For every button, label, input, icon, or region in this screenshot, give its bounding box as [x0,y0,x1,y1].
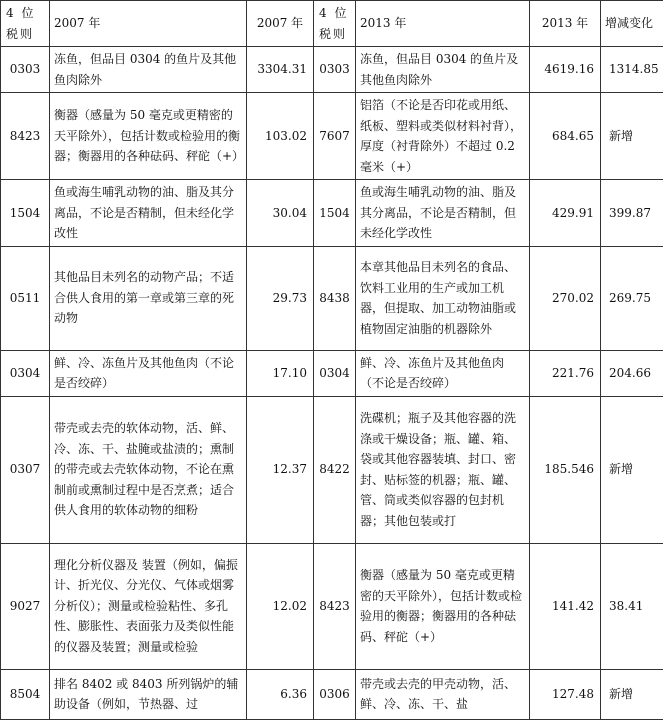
code-2013-cell: 0304 [314,350,356,396]
code-2013-cell: 7607 [314,93,356,180]
code-2007-cell: 0303 [1,47,50,93]
value-2013-cell: 141.42 [530,543,601,669]
code-2013-cell: 0306 [314,669,356,719]
code-2013-cell: 8423 [314,543,356,669]
name-2007-cell: 排名 8402 或 8403 所列锅炉的辅助设备（例如，节热器、过 [50,669,247,719]
name-2013-cell: 铝箔（不论是否印花或用纸、纸板、塑料或类似材料衬背），厚度（衬背除外）不超过 0.2 毫米（+） [356,93,530,180]
name-2013-cell: 本章其他品目未列名的食品、饮料工业用的生产或加工机器，但提取、加工动物油脂或植物固定油脂的机器除外 [356,246,530,350]
value-2007-cell: 17.10 [247,350,314,396]
header-code-2013: 4 位税则 [314,1,356,47]
code-2013-cell: 8422 [314,396,356,543]
change-cell: 新增 [601,669,663,719]
header-row [1,1,663,47]
value-2013-cell: 4619.16 [530,47,601,93]
name-2013-cell: 洗碟机；瓶子及其他容器的洗涤或干燥设备；瓶、罐、箱、袋或其他容器装填、封口、密封、贴标签的机器；瓶、罐、管、筒或类似容器的包封机器；其他包装或打 [356,396,530,543]
change-cell: 269.75 [601,246,663,350]
code-2007-cell: 9027 [1,543,50,669]
code-2007-cell: 0307 [1,396,50,543]
value-2007-cell: 30.04 [247,180,314,247]
header-change: 增减变化 [601,1,663,47]
name-2013-cell: 衡器（感量为 50 毫克或更精密的天平除外），包括计数或检验用的衡器；衡器用的各种砝码、秤砣（+） [356,543,530,669]
name-2007-cell: 鲜、冷、冻鱼片及其他鱼肉（不论是否绞碎） [50,350,247,396]
table-row [1,669,663,719]
change-cell: 1314.85 [601,47,663,93]
header-code-2007: 4 位税则 [1,1,50,47]
table-row [1,180,663,247]
change-cell: 新增 [601,396,663,543]
value-2007-cell: 29.73 [247,246,314,350]
code-2007-cell: 0304 [1,350,50,396]
value-2013-cell: 684.65 [530,93,601,180]
code-2007-cell: 1504 [1,180,50,247]
header-value-2007: 2007 年 [247,1,314,47]
code-2007-cell: 0511 [1,246,50,350]
value-2013-cell: 221.76 [530,350,601,396]
value-2007-cell: 6.36 [247,669,314,719]
table-row [1,246,663,350]
name-2007-cell: 衡器（感量为 50 毫克或更精密的天平除外），包括计数或检验用的衡器；衡器用的各种砝码、秤砣（+） [50,93,247,180]
change-cell: 38.41 [601,543,663,669]
code-2013-cell: 0303 [314,47,356,93]
header-name-2007: 2007 年 [50,1,247,47]
value-2013-cell: 185.546 [530,396,601,543]
table-row [1,93,663,180]
table-row [1,47,663,93]
change-cell: 204.66 [601,350,663,396]
table-row [1,543,663,669]
code-2013-cell: 8438 [314,246,356,350]
name-2007-cell: 理化分析仪器及 装置（例如，偏振计、折光仪、分光仪、气体或烟雾分析仪）；测量或检验粘性、多孔性、膨胀性、表面张力及类似性能的仪器及装置；测量或检验 [50,543,247,669]
name-2013-cell: 带壳或去壳的甲壳动物，活、鲜、冷、冻、干、盐 [356,669,530,719]
code-2013-cell: 1504 [314,180,356,247]
value-2013-cell: 127.48 [530,669,601,719]
name-2013-cell: 冻鱼，但品目 0304 的鱼片及其他鱼肉除外 [356,47,530,93]
name-2007-cell: 其他品目未列名的动物产品；不适合供人食用的第一章或第三章的死动物 [50,246,247,350]
value-2007-cell: 12.37 [247,396,314,543]
code-2007-cell: 8423 [1,93,50,180]
name-2007-cell: 带壳或去壳的软体动物，活、鲜、冷、冻、干、盐腌或盐渍的；熏制的带壳或去壳软体动物，不论在熏制前或熏制过程中是否烹煮；适合供人食用的软体动物的细粉 [50,396,247,543]
change-cell: 399.87 [601,180,663,247]
value-2007-cell: 103.02 [247,93,314,180]
name-2013-cell: 鲜、冷、冻鱼片及其他鱼肉（不论是否绞碎） [356,350,530,396]
value-2007-cell: 3304.31 [247,47,314,93]
change-cell: 新增 [601,93,663,180]
table-row [1,396,663,543]
table-row [1,350,663,396]
header-value-2013: 2013 年 [530,1,601,47]
value-2013-cell: 270.02 [530,246,601,350]
value-2007-cell: 12.02 [247,543,314,669]
name-2007-cell: 冻鱼，但品目 0304 的鱼片及其他鱼肉除外 [50,47,247,93]
header-name-2013: 2013 年 [356,1,530,47]
value-2013-cell: 429.91 [530,180,601,247]
name-2013-cell: 鱼或海生哺乳动物的油、脂及其分离品，不论是否精制，但未经化学改性 [356,180,530,247]
code-2007-cell: 8504 [1,669,50,719]
name-2007-cell: 鱼或海生哺乳动物的油、脂及其分离品，不论是否精制，但未经化学改性 [50,180,247,247]
